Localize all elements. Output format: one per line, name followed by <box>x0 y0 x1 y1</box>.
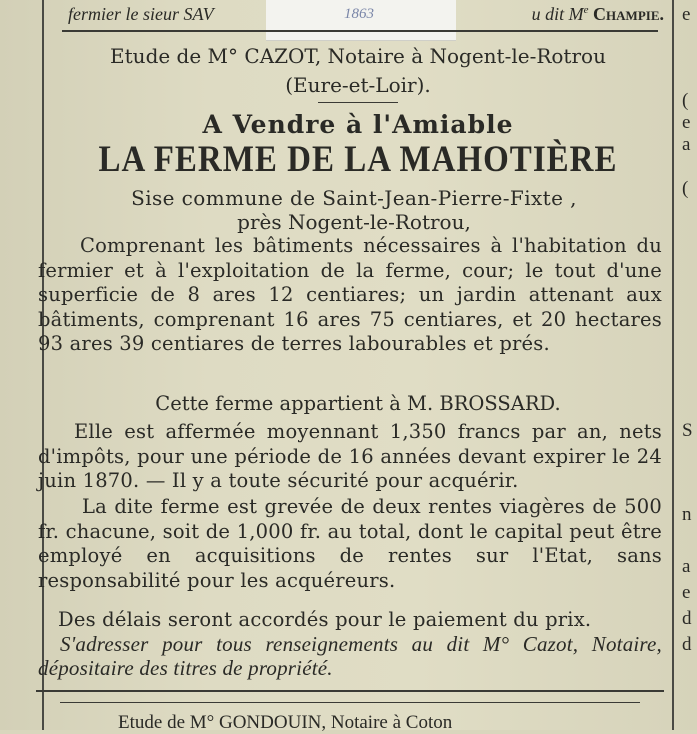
top-rule <box>62 30 658 32</box>
payment-block <box>38 608 662 633</box>
right-column-fragments <box>682 0 697 730</box>
frag-line: a <box>682 134 691 155</box>
owner-line: Cette ferme appartient à M. BROSSARD. <box>155 392 561 415</box>
column-rule-right <box>672 0 674 730</box>
etude-line: Etude de M° CAZOT, Notaire à Nogent-le-Rotrou <box>110 44 606 68</box>
notice-title: LA FERME DE LA MAHOTIÈRE <box>98 139 618 181</box>
contact-paragraph: S'adresser pour tous renseignements au dit M° Cazot, Notaire, dépositaire des titres de propriété. <box>38 632 662 680</box>
frag-line: n <box>682 504 692 525</box>
archive-label-sticker <box>266 0 456 41</box>
frag-line: e <box>682 112 691 133</box>
frag-line: d <box>682 608 692 629</box>
frag-line: a <box>682 556 691 577</box>
next-notice-line: Etude de M° GONDOUIN, Notaire à Coton <box>118 712 453 733</box>
kicker: A Vendre à l'Amiable <box>202 110 514 139</box>
handwritten-year: 1863 <box>344 6 374 22</box>
notice-body <box>38 234 662 357</box>
bottom-rule-2 <box>60 702 640 703</box>
frag-line: e <box>682 582 691 603</box>
annuity-block <box>38 495 662 593</box>
subtitle-1: Sise commune de Saint-Jean-Pierre-Fixte , <box>131 186 577 210</box>
contact-block <box>38 632 662 680</box>
previous-notice-right: u dit Me Champie. <box>531 4 664 24</box>
lease-block <box>38 420 662 494</box>
frag-line: ( <box>682 178 689 199</box>
frag-line: ( <box>682 90 689 111</box>
previous-notice-left: fermier le sieur SAV <box>68 4 214 24</box>
annuity-paragraph: La dite ferme est grevée de deux rentes viagères de 500 fr. chacune, soit de 1,000 fr. au total, dont le capital peut être employé en acquisitions de rentes sur l'Etat, sans responsabilité pour les acquéreurs. <box>38 495 662 592</box>
frag-line: d <box>682 634 692 655</box>
subtitle-2: près Nogent-le-Rotrou, <box>237 210 471 234</box>
frag-line: S <box>682 420 693 441</box>
location-line: (Eure-et-Loir). <box>285 73 431 97</box>
payment-paragraph: Des délais seront accordés pour le paiement du prix. <box>58 608 592 631</box>
lease-paragraph: Elle est affermée moyennant 1,350 francs par an, nets d'impôts, pour une période de 16 années devant expirer le 24 juin 1870. — Il y a toute sécurité pour acquérir. <box>38 420 662 493</box>
short-rule <box>318 102 398 103</box>
description-paragraph: Comprenant les bâtiments nécessaires à l'habitation du fermier et à l'exploitation de la ferme, cour; le tout d'une superficie de 8 ares 12 centiares; un jardin attenant aux bâtiments, comprenant 16 ares 75 centiares, et 20 hectares 93 ares 39 centiares de terres labourables et prés. <box>38 234 662 356</box>
frag-line: e <box>682 4 691 25</box>
bottom-rule <box>36 690 664 692</box>
